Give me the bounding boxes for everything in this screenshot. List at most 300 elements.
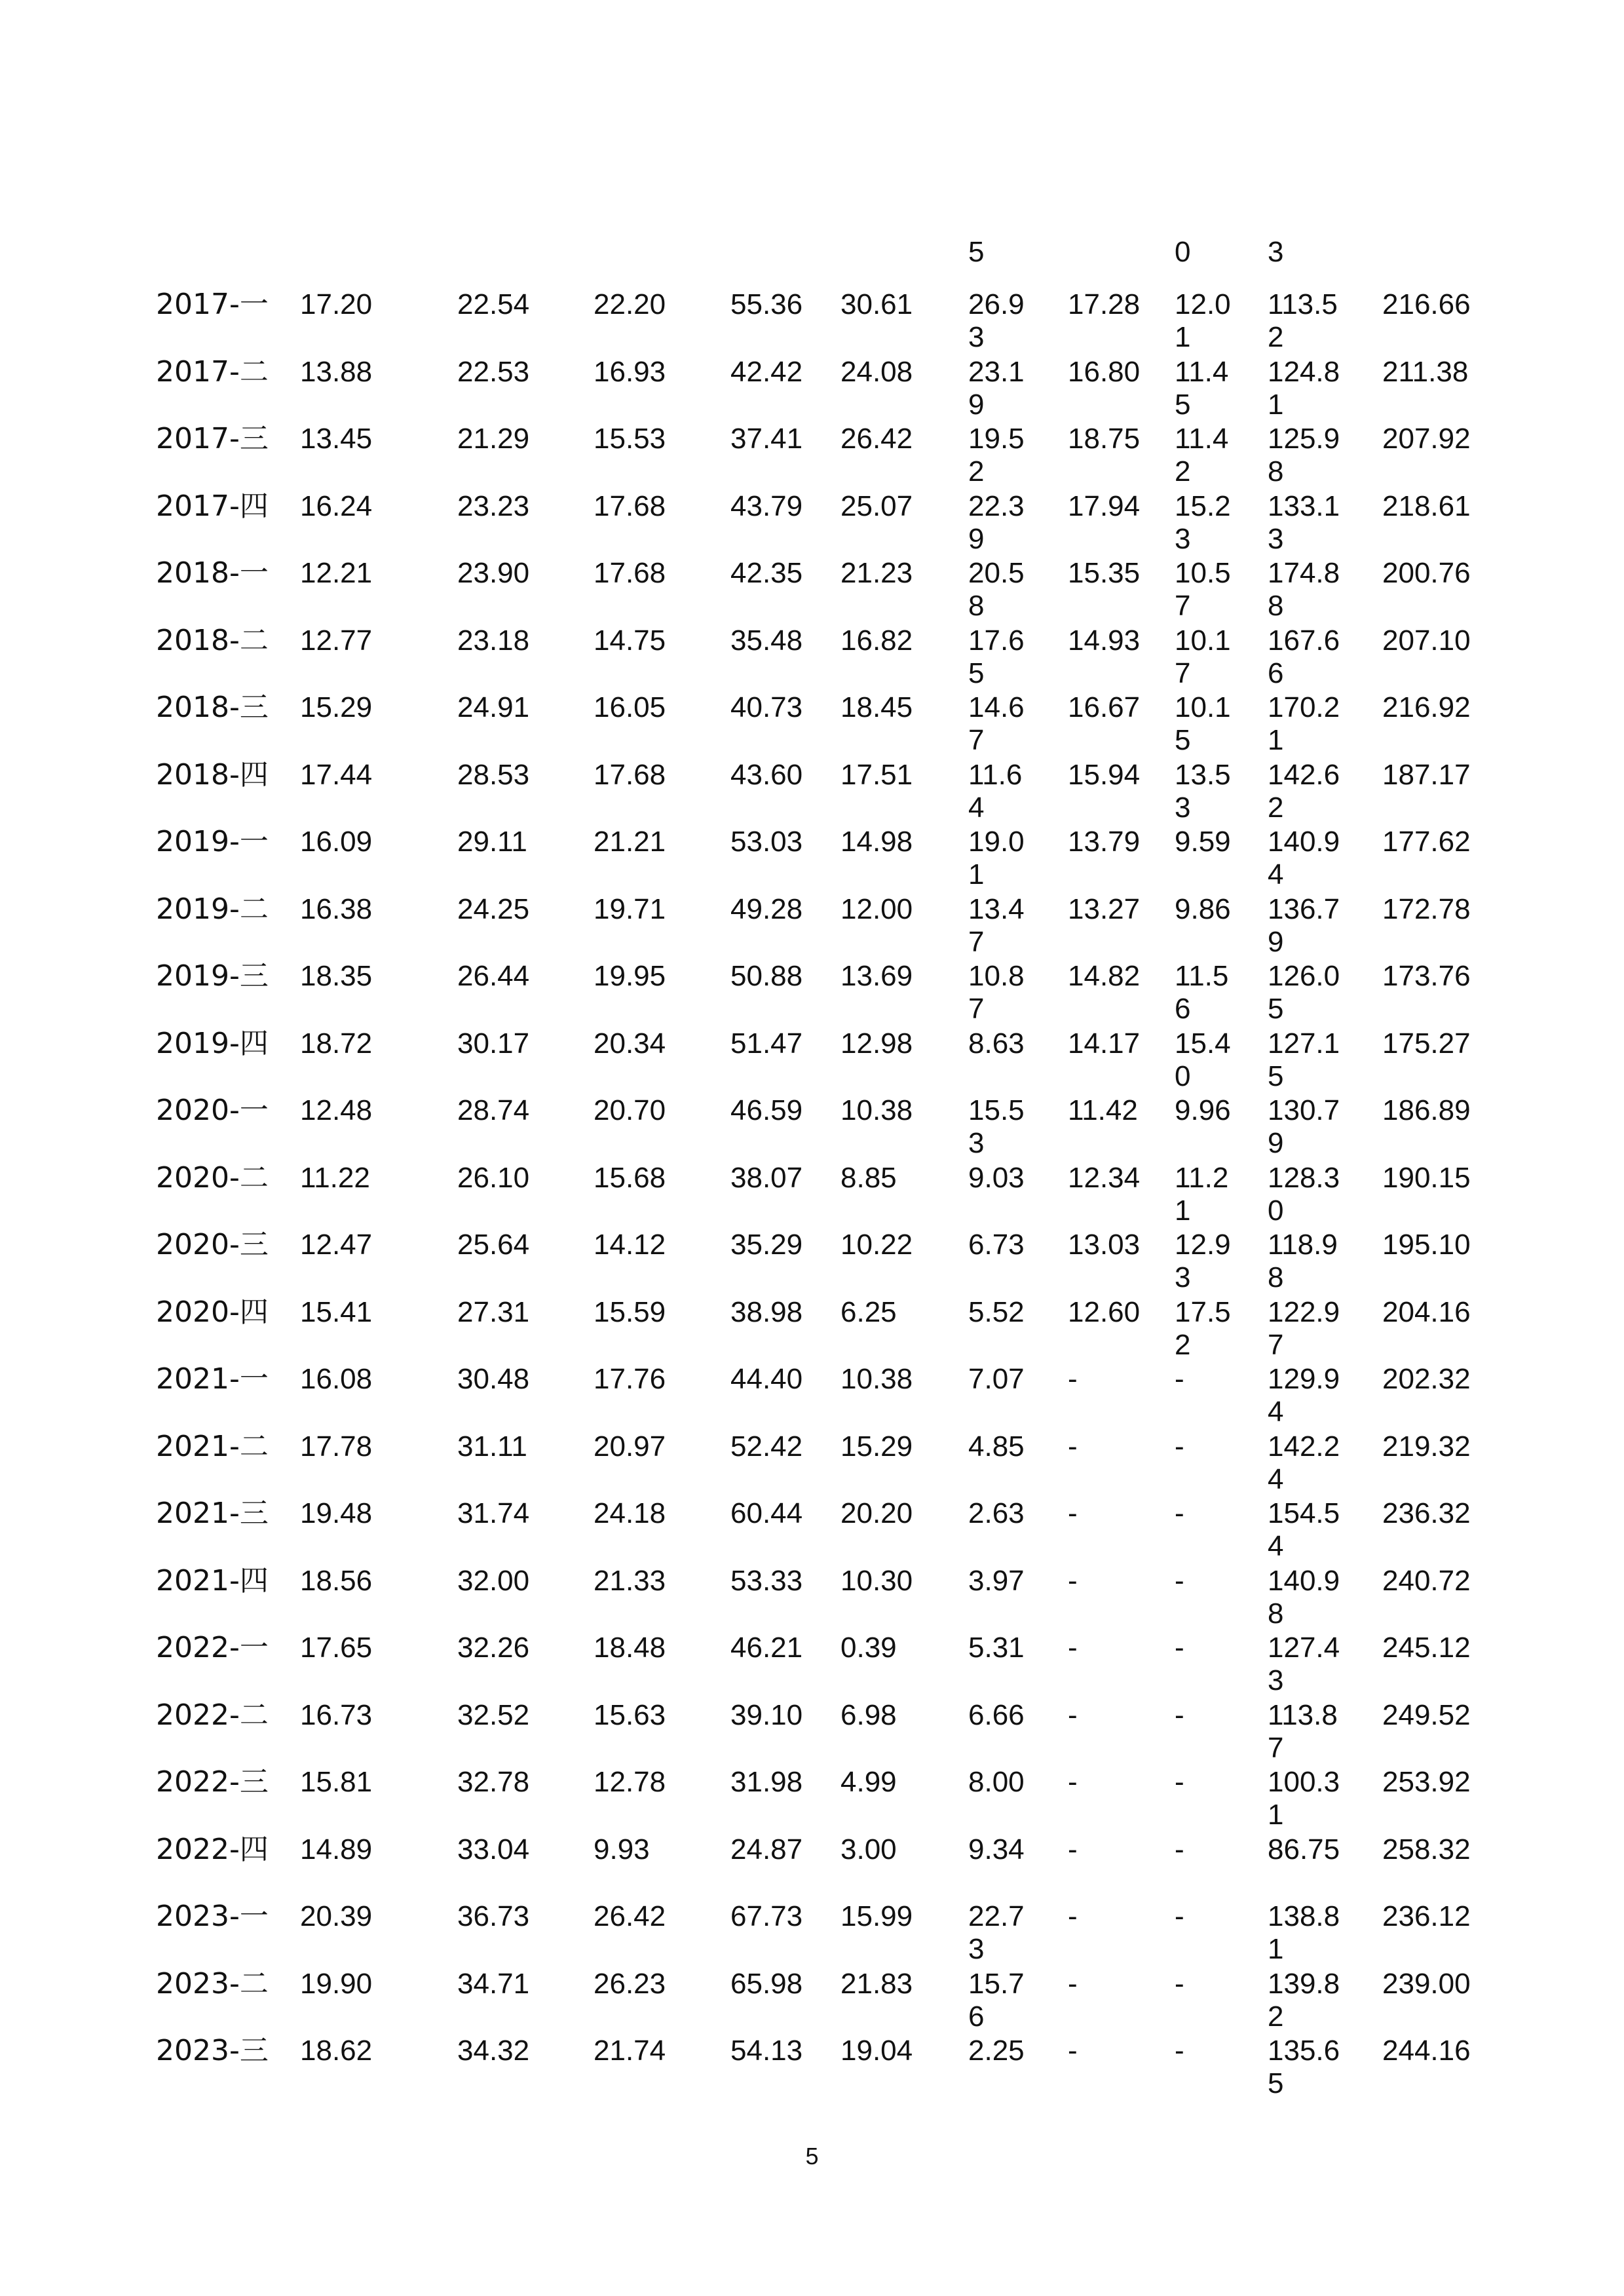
- table-cell: 17.20: [300, 288, 373, 320]
- table-cell: 37.41: [730, 423, 803, 455]
- row-label: 2018-三: [156, 691, 269, 724]
- table-cell: 26.9 3: [968, 288, 1025, 353]
- table-cell: 19.90: [300, 1968, 373, 2000]
- table-cell: 202.32: [1382, 1363, 1471, 1395]
- row-label: 2020-一: [156, 1094, 269, 1127]
- table-cell: 125.9 8: [1268, 423, 1340, 488]
- table-cell: 244.16: [1382, 2035, 1471, 2067]
- table-cell: 4.85: [968, 1430, 1025, 1463]
- table-cell: 11.22: [300, 1162, 370, 1194]
- table-cell: 15.53: [594, 423, 666, 455]
- table-cell: 2.25: [968, 2035, 1025, 2067]
- table-cell: 216.92: [1382, 691, 1471, 723]
- table-cell: -: [1068, 1900, 1078, 1932]
- table-cell: 22.7 3: [968, 1900, 1025, 1965]
- table-cell: 13.5 3: [1175, 759, 1231, 824]
- table-cell: 12.9 3: [1175, 1229, 1231, 1293]
- table-cell: 18.72: [300, 1027, 373, 1060]
- table-cell: 30.48: [457, 1363, 530, 1395]
- table-cell: 30.17: [457, 1027, 530, 1060]
- table-cell: 23.18: [457, 624, 530, 657]
- table-cell: 17.68: [594, 490, 666, 522]
- table-cell: 17.68: [594, 759, 666, 791]
- table-cell: 5.52: [968, 1296, 1025, 1328]
- row-label: 2021-四: [156, 1564, 269, 1598]
- table-cell: -: [1068, 2035, 1078, 2067]
- row-label: 2023-二: [156, 1967, 269, 2000]
- table-cell: 14.12: [594, 1229, 666, 1261]
- table-cell: 17.6 5: [968, 624, 1025, 689]
- table-cell: 12.21: [300, 557, 373, 589]
- table-cell: 211.38: [1382, 356, 1469, 388]
- table-cell: 14.89: [300, 1833, 373, 1866]
- table-cell: 86.75: [1268, 1833, 1340, 1866]
- table-cell: 200.76: [1382, 557, 1471, 589]
- table-cell: 38.07: [730, 1162, 803, 1194]
- fragment-col8: 0: [1175, 236, 1191, 268]
- table-cell: 13.27: [1068, 893, 1141, 925]
- row-label: 2022-三: [156, 1765, 269, 1799]
- table-cell: 195.10: [1382, 1229, 1471, 1261]
- table-cell: 174.8 8: [1268, 557, 1340, 622]
- table-cell: 26.23: [594, 1968, 666, 2000]
- table-cell: 44.40: [730, 1363, 803, 1395]
- table-cell: 129.9 4: [1268, 1363, 1340, 1428]
- table-cell: 32.00: [457, 1565, 530, 1597]
- row-label: 2023-三: [156, 2034, 269, 2067]
- table-cell: 4.99: [840, 1766, 897, 1798]
- table-cell: 10.38: [840, 1363, 913, 1395]
- table-cell: 258.32: [1382, 1833, 1471, 1866]
- table-cell: 18.75: [1068, 423, 1141, 455]
- table-cell: 36.73: [457, 1900, 530, 1932]
- table-cell: 17.78: [300, 1430, 373, 1463]
- table-cell: 249.52: [1382, 1699, 1471, 1731]
- table-cell: 12.78: [594, 1766, 666, 1798]
- table-cell: 142.6 2: [1268, 759, 1340, 824]
- table-cell: 118.9 8: [1268, 1229, 1338, 1293]
- table-cell: 17.94: [1068, 490, 1141, 522]
- table-cell: 113.5 2: [1268, 288, 1338, 353]
- table-cell: 13.88: [300, 356, 373, 388]
- table-cell: 13.03: [1068, 1229, 1141, 1261]
- table-cell: 14.93: [1068, 624, 1141, 657]
- table-cell: 0.39: [840, 1632, 897, 1664]
- table-cell: 19.48: [300, 1497, 373, 1529]
- table-cell: -: [1068, 1565, 1078, 1597]
- table-cell: 22.54: [457, 288, 530, 320]
- table-cell: 15.59: [594, 1296, 666, 1328]
- row-label: 2020-三: [156, 1228, 269, 1261]
- table-cell: 25.07: [840, 490, 913, 522]
- table-cell: 12.0 1: [1175, 288, 1231, 353]
- table-cell: 170.2 1: [1268, 691, 1340, 756]
- table-cell: 3.00: [840, 1833, 897, 1866]
- table-cell: 28.53: [457, 759, 530, 791]
- table-cell: -: [1175, 2035, 1184, 2067]
- table-cell: 5.31: [968, 1632, 1025, 1664]
- table-cell: 14.98: [840, 826, 913, 858]
- table-cell: 8.85: [840, 1162, 897, 1194]
- table-cell: 42.35: [730, 557, 803, 589]
- table-cell: -: [1068, 1968, 1078, 2000]
- table-cell: -: [1068, 1766, 1078, 1798]
- table-cell: 15.99: [840, 1900, 913, 1932]
- table-cell: 11.2 1: [1175, 1162, 1229, 1227]
- table-cell: 236.32: [1382, 1497, 1471, 1529]
- table-cell: 21.74: [594, 2035, 666, 2067]
- table-cell: 21.83: [840, 1968, 913, 2000]
- table-cell: 16.67: [1068, 691, 1141, 723]
- table-cell: 175.27: [1382, 1027, 1471, 1060]
- table-cell: 49.28: [730, 893, 803, 925]
- table-cell: -: [1175, 1833, 1184, 1866]
- row-label: 2021-三: [156, 1497, 269, 1530]
- table-cell: 167.6 6: [1268, 624, 1340, 689]
- table-cell: 65.98: [730, 1968, 803, 2000]
- table-cell: 6.98: [840, 1699, 897, 1731]
- table-cell: 38.98: [730, 1296, 803, 1328]
- table-cell: 17.5 2: [1175, 1296, 1231, 1361]
- table-cell: 24.25: [457, 893, 530, 925]
- table-cell: 16.80: [1068, 356, 1141, 388]
- table-cell: 216.66: [1382, 288, 1471, 320]
- table-cell: 52.42: [730, 1430, 803, 1463]
- table-cell: 23.90: [457, 557, 530, 589]
- table-cell: 35.48: [730, 624, 803, 657]
- table-cell: 19.95: [594, 960, 666, 992]
- row-label: 2018-一: [156, 556, 269, 590]
- table-cell: 9.03: [968, 1162, 1025, 1194]
- row-label: 2018-四: [156, 758, 269, 792]
- table-cell: -: [1068, 1833, 1078, 1866]
- table-cell: 190.15: [1382, 1162, 1471, 1194]
- table-cell: 3.97: [968, 1565, 1025, 1597]
- table-cell: -: [1175, 1430, 1184, 1463]
- table-cell: 22.53: [457, 356, 530, 388]
- table-cell: 135.6 5: [1268, 2035, 1340, 2099]
- table-cell: 172.78: [1382, 893, 1471, 925]
- table-cell: 28.74: [457, 1094, 530, 1126]
- row-label: 2017-二: [156, 355, 269, 389]
- table-cell: 20.34: [594, 1027, 666, 1060]
- table-cell: 21.21: [594, 826, 666, 858]
- table-cell: 22.3 9: [968, 490, 1025, 555]
- row-label: 2019-四: [156, 1027, 269, 1060]
- row-label: 2019-三: [156, 959, 269, 993]
- table-cell: 51.47: [730, 1027, 803, 1060]
- table-cell: 7.07: [968, 1363, 1025, 1395]
- table-cell: 29.11: [457, 826, 527, 858]
- table-cell: 10.1 5: [1175, 691, 1231, 756]
- table-cell: 43.60: [730, 759, 803, 791]
- table-cell: 34.32: [457, 2035, 530, 2067]
- table-cell: 124.8 1: [1268, 356, 1340, 421]
- table-cell: 133.1 3: [1268, 490, 1340, 555]
- table-cell: 27.31: [457, 1296, 530, 1328]
- row-label: 2019-一: [156, 825, 269, 858]
- table-cell: 19.0 1: [968, 826, 1025, 890]
- table-cell: 46.59: [730, 1094, 803, 1126]
- table-cell: 17.28: [1068, 288, 1141, 320]
- table-cell: 140.9 8: [1268, 1565, 1340, 1630]
- table-cell: 24.08: [840, 356, 913, 388]
- table-cell: 24.91: [457, 691, 530, 723]
- table-cell: 20.5 8: [968, 557, 1025, 622]
- table-cell: 24.18: [594, 1497, 666, 1529]
- table-cell: 8.63: [968, 1027, 1025, 1060]
- table-cell: 12.48: [300, 1094, 373, 1126]
- table-cell: 15.68: [594, 1162, 666, 1194]
- table-cell: 60.44: [730, 1497, 803, 1529]
- table-cell: -: [1068, 1430, 1078, 1463]
- table-cell: 13.69: [840, 960, 913, 992]
- table-cell: 16.73: [300, 1699, 373, 1731]
- table-cell: 18.48: [594, 1632, 666, 1664]
- table-cell: 9.59: [1175, 826, 1231, 858]
- table-cell: -: [1175, 1497, 1184, 1529]
- table-cell: 245.12: [1382, 1632, 1471, 1664]
- table-cell: 15.41: [300, 1296, 373, 1328]
- table-cell: 20.70: [594, 1094, 666, 1126]
- table-cell: 15.4 0: [1175, 1027, 1231, 1092]
- table-cell: 33.04: [457, 1833, 530, 1866]
- table-cell: 21.23: [840, 557, 913, 589]
- table-cell: 17.68: [594, 557, 666, 589]
- table-cell: 10.38: [840, 1094, 913, 1126]
- table-cell: 139.8 2: [1268, 1968, 1340, 2033]
- table-cell: 21.29: [457, 423, 530, 455]
- table-cell: 18.56: [300, 1565, 373, 1597]
- table-cell: 35.29: [730, 1229, 803, 1261]
- table-cell: 30.61: [840, 288, 913, 320]
- table-cell: 17.44: [300, 759, 373, 791]
- table-cell: 16.93: [594, 356, 666, 388]
- table-cell: 2.63: [968, 1497, 1025, 1529]
- table-cell: 10.22: [840, 1229, 913, 1261]
- table-cell: -: [1068, 1363, 1078, 1395]
- table-cell: 11.4 2: [1175, 423, 1229, 488]
- table-cell: 32.52: [457, 1699, 530, 1731]
- row-label: 2020-二: [156, 1161, 269, 1195]
- table-cell: 13.79: [1068, 826, 1141, 858]
- table-cell: -: [1175, 1363, 1184, 1395]
- table-cell: 219.32: [1382, 1430, 1471, 1463]
- table-cell: 15.63: [594, 1699, 666, 1731]
- table-cell: 138.8 1: [1268, 1900, 1340, 1965]
- table-cell: 20.20: [840, 1497, 913, 1529]
- table-cell: 236.12: [1382, 1900, 1471, 1932]
- table-cell: 54.13: [730, 2035, 803, 2067]
- table-cell: -: [1068, 1632, 1078, 1664]
- row-label: 2021-二: [156, 1430, 269, 1463]
- table-cell: 9.86: [1175, 893, 1231, 925]
- table-cell: 46.21: [730, 1632, 803, 1664]
- row-label: 2022-二: [156, 1698, 269, 1732]
- table-cell: -: [1068, 1699, 1078, 1731]
- table-cell: -: [1175, 1632, 1184, 1664]
- table-cell: 26.44: [457, 960, 530, 992]
- table-cell: 26.10: [457, 1162, 530, 1194]
- table-cell: 204.16: [1382, 1296, 1471, 1328]
- table-cell: 15.94: [1068, 759, 1141, 791]
- table-cell: 67.73: [730, 1900, 803, 1932]
- table-cell: 10.5 7: [1175, 557, 1231, 622]
- page-number: 5: [805, 2143, 819, 2170]
- table-cell: 12.47: [300, 1229, 373, 1261]
- table-cell: 13.45: [300, 423, 373, 455]
- table-cell: -: [1175, 1565, 1184, 1597]
- table-cell: 17.76: [594, 1363, 666, 1395]
- table-cell: 16.08: [300, 1363, 373, 1395]
- table-cell: -: [1175, 1900, 1184, 1932]
- table-cell: 240.72: [1382, 1565, 1471, 1597]
- table-cell: 239.00: [1382, 1968, 1471, 2000]
- table-cell: 25.64: [457, 1229, 530, 1261]
- table-cell: 22.20: [594, 288, 666, 320]
- row-label: 2019-二: [156, 892, 269, 926]
- table-cell: 207.92: [1382, 423, 1471, 455]
- row-label: 2022-一: [156, 1631, 269, 1664]
- table-cell: 173.76: [1382, 960, 1471, 992]
- table-cell: 15.29: [840, 1430, 913, 1463]
- table-cell: 11.6 4: [968, 759, 1023, 824]
- table-cell: 6.66: [968, 1699, 1025, 1731]
- table-cell: 31.74: [457, 1497, 530, 1529]
- table-cell: 14.82: [1068, 960, 1141, 992]
- table-cell: 43.79: [730, 490, 803, 522]
- table-cell: 122.9 7: [1268, 1296, 1340, 1361]
- table-cell: 11.42: [1068, 1094, 1138, 1126]
- table-cell: 23.1 9: [968, 356, 1025, 421]
- table-cell: -: [1175, 1699, 1184, 1731]
- table-cell: 32.26: [457, 1632, 530, 1664]
- table-cell: 15.2 3: [1175, 490, 1231, 555]
- row-label: 2021-一: [156, 1362, 269, 1396]
- table-cell: 26.42: [594, 1900, 666, 1932]
- row-label: 2017-一: [156, 288, 269, 321]
- fragment-col9: 3: [1268, 236, 1284, 268]
- table-cell: 14.17: [1068, 1027, 1141, 1060]
- table-cell: 42.42: [730, 356, 803, 388]
- table-cell: 127.1 5: [1268, 1027, 1340, 1092]
- row-label: 2020-四: [156, 1295, 269, 1329]
- table-cell: 9.34: [968, 1833, 1025, 1866]
- table-cell: 19.71: [594, 893, 666, 925]
- table-cell: 128.3 0: [1268, 1162, 1340, 1227]
- table-cell: 13.4 7: [968, 893, 1025, 958]
- table-cell: 53.03: [730, 826, 803, 858]
- table-cell: 20.97: [594, 1430, 666, 1463]
- table-cell: 53.33: [730, 1565, 803, 1597]
- table-cell: -: [1175, 1968, 1184, 2000]
- table-cell: 100.3 1: [1268, 1766, 1340, 1831]
- table-cell: 18.62: [300, 2035, 373, 2067]
- fragment-col6: 5: [968, 236, 985, 268]
- table-cell: 14.75: [594, 624, 666, 657]
- table-cell: 9.93: [594, 1833, 650, 1866]
- table-cell: 113.8 7: [1268, 1699, 1338, 1764]
- table-cell: 16.38: [300, 893, 373, 925]
- table-cell: 17.51: [840, 759, 913, 791]
- table-cell: 136.7 9: [1268, 893, 1340, 958]
- table-cell: 218.61: [1382, 490, 1471, 522]
- table-cell: 11.4 5: [1175, 356, 1229, 421]
- table-cell: 50.88: [730, 960, 803, 992]
- table-cell: 20.39: [300, 1900, 373, 1932]
- table-cell: 126.0 5: [1268, 960, 1340, 1025]
- row-label: 2017-四: [156, 489, 269, 523]
- row-label: 2018-二: [156, 624, 269, 657]
- table-cell: 21.33: [594, 1565, 666, 1597]
- table-cell: 19.5 2: [968, 423, 1025, 488]
- row-label: 2023-一: [156, 1900, 269, 1933]
- table-cell: 23.23: [457, 490, 530, 522]
- table-cell: 12.34: [1068, 1162, 1141, 1194]
- table-cell: 186.89: [1382, 1094, 1471, 1126]
- table-cell: 26.42: [840, 423, 913, 455]
- table-cell: 24.87: [730, 1833, 803, 1866]
- table-cell: 14.6 7: [968, 691, 1025, 756]
- table-cell: 11.5 6: [1175, 960, 1229, 1025]
- table-cell: 55.36: [730, 288, 803, 320]
- table-cell: -: [1068, 1497, 1078, 1529]
- table-cell: 39.10: [730, 1699, 803, 1731]
- table-cell: 15.7 6: [968, 1968, 1025, 2033]
- table-cell: 12.77: [300, 624, 373, 657]
- table-cell: 154.5 4: [1268, 1497, 1340, 1562]
- table-cell: 16.05: [594, 691, 666, 723]
- table-cell: 177.62: [1382, 826, 1471, 858]
- table-cell: 12.98: [840, 1027, 913, 1060]
- table-cell: 140.9 4: [1268, 826, 1340, 890]
- table-cell: 31.98: [730, 1766, 803, 1798]
- table-cell: 15.81: [300, 1766, 373, 1798]
- table-cell: 16.09: [300, 826, 373, 858]
- table-cell: 16.82: [840, 624, 913, 657]
- table-cell: 10.8 7: [968, 960, 1025, 1025]
- table-cell: 40.73: [730, 691, 803, 723]
- table-cell: 16.24: [300, 490, 373, 522]
- table-cell: 12.00: [840, 893, 913, 925]
- table-cell: 18.45: [840, 691, 913, 723]
- table-cell: 12.60: [1068, 1296, 1141, 1328]
- table-cell: 10.1 7: [1175, 624, 1231, 689]
- table-cell: 19.04: [840, 2035, 913, 2067]
- table-cell: 31.11: [457, 1430, 527, 1463]
- table-cell: 6.73: [968, 1229, 1025, 1261]
- row-label: 2017-三: [156, 422, 269, 455]
- table-cell: 15.29: [300, 691, 373, 723]
- table-cell: 10.30: [840, 1565, 913, 1597]
- table-cell: 130.7 9: [1268, 1094, 1340, 1159]
- table-cell: 142.2 4: [1268, 1430, 1340, 1495]
- table-cell: 15.35: [1068, 557, 1141, 589]
- table-cell: 18.35: [300, 960, 373, 992]
- table-cell: -: [1175, 1766, 1184, 1798]
- table-cell: 17.65: [300, 1632, 373, 1664]
- table-cell: 253.92: [1382, 1766, 1471, 1798]
- table-cell: 127.4 3: [1268, 1632, 1340, 1696]
- table-cell: 187.17: [1382, 759, 1471, 791]
- row-label: 2022-四: [156, 1833, 269, 1866]
- table-cell: 15.5 3: [968, 1094, 1025, 1159]
- table-cell: 32.78: [457, 1766, 530, 1798]
- table-cell: 207.10: [1382, 624, 1471, 657]
- table-cell: 9.96: [1175, 1094, 1231, 1126]
- table-cell: 6.25: [840, 1296, 897, 1328]
- table-cell: 34.71: [457, 1968, 530, 2000]
